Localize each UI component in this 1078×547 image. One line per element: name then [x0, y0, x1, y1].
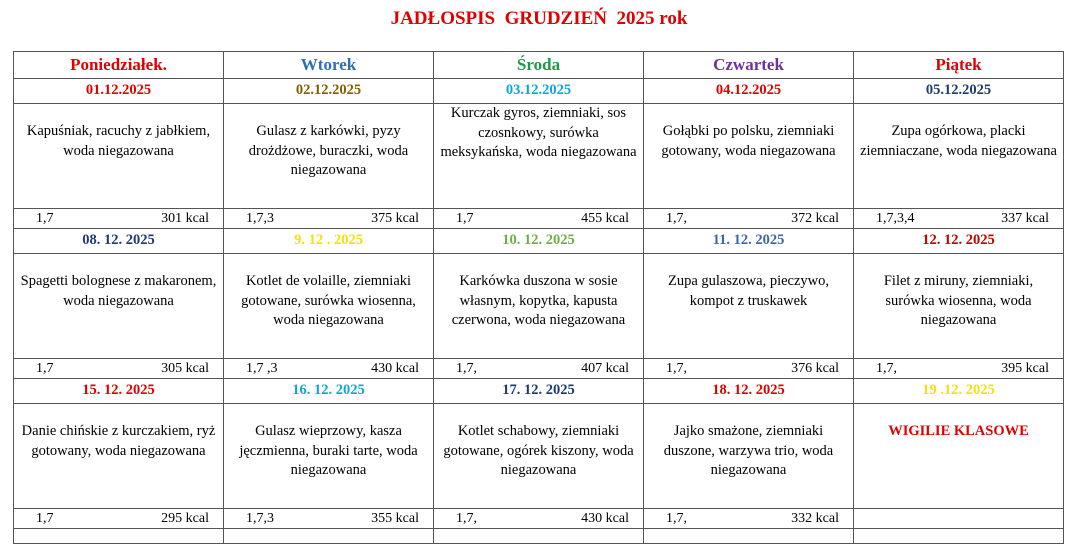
meal-text: Kotlet de volaille, ziemniaki gotowane, surówka wiosenna, woda niegazowana: [241, 273, 416, 328]
allergens: 1,7: [36, 211, 54, 226]
week1-meals-row: [14, 104, 1064, 209]
kcal-cell: [854, 509, 1064, 529]
date-cell: 04.12.2025: [644, 79, 854, 104]
meal-cell: [14, 254, 224, 359]
empty-cell: [644, 529, 854, 544]
empty-cell: [854, 529, 1064, 544]
kcal-value: 295 kcal: [161, 511, 209, 526]
trailing-empty-row: [14, 529, 1064, 544]
meal-cell: [434, 104, 644, 209]
meal-text: Kotlet schabowy, ziemniaki gotowane, ogórek kiszony, woda niegazowana: [443, 423, 634, 478]
day-header-friday: Piątek: [854, 52, 1064, 79]
allergens: 1,7,: [456, 361, 477, 376]
week3-dates-row: [14, 379, 1064, 404]
meal-text: Zupa gulaszowa, pieczywo, kompot z truskawek: [667, 273, 830, 309]
date-cell: 19 .12. 2025: [854, 379, 1064, 404]
empty-cell: [14, 529, 224, 544]
allergens: 1,7,3: [246, 511, 274, 526]
week2-dates-row: [14, 229, 1064, 254]
allergens: 1,7,: [666, 211, 687, 226]
kcal-cell: [644, 509, 854, 529]
allergens: 1,7,3: [246, 211, 274, 226]
kcal-value: 372 kcal: [791, 211, 839, 226]
kcal-value: 301 kcal: [161, 211, 209, 226]
date-cell: 03.12.2025: [434, 79, 644, 104]
date-cell: 17. 12. 2025: [434, 379, 644, 404]
week3-kcal-row: [14, 509, 1064, 529]
empty-cell: [434, 529, 644, 544]
kcal-value: 407 kcal: [581, 361, 629, 376]
date-cell: 08. 12. 2025: [14, 229, 224, 254]
date-cell: 18. 12. 2025: [644, 379, 854, 404]
meal-cell: [224, 404, 434, 509]
kcal-value: 375 kcal: [371, 211, 419, 226]
meal-text: Karkówka duszona w sosie własnym, kopytka, kapusta czerwona, woda niegazowana: [451, 273, 626, 328]
meal-text: Danie chińskie z kurczakiem, ryż gotowany, woda niegazowana: [21, 423, 216, 459]
week2-meals-row: [14, 254, 1064, 359]
allergens: 1,7 ,3: [246, 361, 278, 376]
menu-title: JADŁOSPIS GRUDZIEŃ 2025 rok: [390, 8, 688, 29]
allergens: 1,7: [456, 211, 474, 226]
kcal-cell: [224, 209, 434, 229]
meal-text: Kapuśniak, racuchy z jabłkiem, woda niegazowana: [26, 123, 211, 159]
empty-cell: [224, 529, 434, 544]
date-cell: 10. 12. 2025: [434, 229, 644, 254]
date-cell: 16. 12. 2025: [224, 379, 434, 404]
kcal-cell: [434, 509, 644, 529]
kcal-value: 355 kcal: [371, 511, 419, 526]
day-header-wednesday: Środa: [434, 52, 644, 79]
week3-meals-row: [14, 404, 1064, 509]
kcal-value: 305 kcal: [161, 361, 209, 376]
day-header-thursday: Czwartek: [644, 52, 854, 79]
meal-cell: [854, 254, 1064, 359]
date-cell: 05.12.2025: [854, 79, 1064, 104]
week1-kcal-row: [14, 209, 1064, 229]
week2-kcal-row: [14, 359, 1064, 379]
meal-cell: [14, 104, 224, 209]
kcal-value: 376 kcal: [791, 361, 839, 376]
meal-cell: [224, 254, 434, 359]
meal-text: Kurczak gyros, ziemniaki, sos czosnkowy, surówka meksykańska, woda niegazowana: [440, 105, 637, 160]
meal-text: Zupa ogórkowa, placki ziemniaczane, woda niegazowana: [860, 123, 1057, 159]
kcal-value: 455 kcal: [581, 211, 629, 226]
kcal-cell: [434, 209, 644, 229]
meal-cell: [644, 104, 854, 209]
kcal-cell: [854, 209, 1064, 229]
kcal-cell: [14, 209, 224, 229]
date-cell: 11. 12. 2025: [644, 229, 854, 254]
kcal-cell: [224, 359, 434, 379]
kcal-value: 332 kcal: [791, 511, 839, 526]
meal-cell: [224, 104, 434, 209]
meal-text: Gołąbki po polsku, ziemniaki gotowany, woda niegazowana: [661, 123, 836, 159]
allergens: 1,7,: [666, 361, 687, 376]
meal-text: Filet z miruny, ziemniaki, surówka wiosenna, woda niegazowana: [883, 273, 1034, 328]
meal-cell: [644, 404, 854, 509]
date-cell: 02.12.2025: [224, 79, 434, 104]
date-cell: 12. 12. 2025: [854, 229, 1064, 254]
day-header-monday: Poniedziałek.: [14, 52, 224, 79]
kcal-cell: [224, 509, 434, 529]
kcal-value: 430 kcal: [581, 511, 629, 526]
menu-table: [13, 51, 1064, 544]
meal-text: Jajko smażone, ziemniaki duszone, warzywa trio, woda niegazowana: [663, 423, 834, 478]
allergens: 1,7,3,4: [876, 211, 915, 226]
class-christmas-eve-note: WIGILIE KLASOWE: [888, 423, 1029, 439]
weekday-header-row: [14, 52, 1064, 79]
date-cell: 01.12.2025: [14, 79, 224, 104]
allergens: 1,7,: [456, 511, 477, 526]
kcal-cell: [854, 359, 1064, 379]
meal-cell: [434, 404, 644, 509]
kcal-value: 395 kcal: [1001, 361, 1049, 376]
meal-cell: [434, 254, 644, 359]
meal-cell: [854, 404, 1064, 509]
allergens: 1,7,: [666, 511, 687, 526]
meal-text: Gulasz wieprzowy, kasza jęczmienna, buraki tarte, woda niegazowana: [239, 423, 418, 478]
kcal-cell: [14, 509, 224, 529]
day-header-tuesday: Wtorek: [224, 52, 434, 79]
kcal-cell: [644, 209, 854, 229]
kcal-value: 337 kcal: [1001, 211, 1049, 226]
week1-dates-row: [14, 79, 1064, 104]
kcal-value: 430 kcal: [371, 361, 419, 376]
kcal-cell: [434, 359, 644, 379]
kcal-cell: [644, 359, 854, 379]
allergens: 1,7: [36, 361, 54, 376]
kcal-cell: [14, 359, 224, 379]
date-cell: 9. 12 . 2025: [224, 229, 434, 254]
allergens: 1,7: [36, 511, 54, 526]
meal-text: Spagetti bolognese z makaronem, woda niegazowana: [20, 273, 217, 309]
meal-cell: [14, 404, 224, 509]
meal-text: Gulasz z karkówki, pyzy drożdżowe, buraczki, woda niegazowana: [248, 123, 409, 178]
allergens: 1,7,: [876, 361, 897, 376]
date-cell: 15. 12. 2025: [14, 379, 224, 404]
meal-cell: [644, 254, 854, 359]
meal-cell: [854, 104, 1064, 209]
